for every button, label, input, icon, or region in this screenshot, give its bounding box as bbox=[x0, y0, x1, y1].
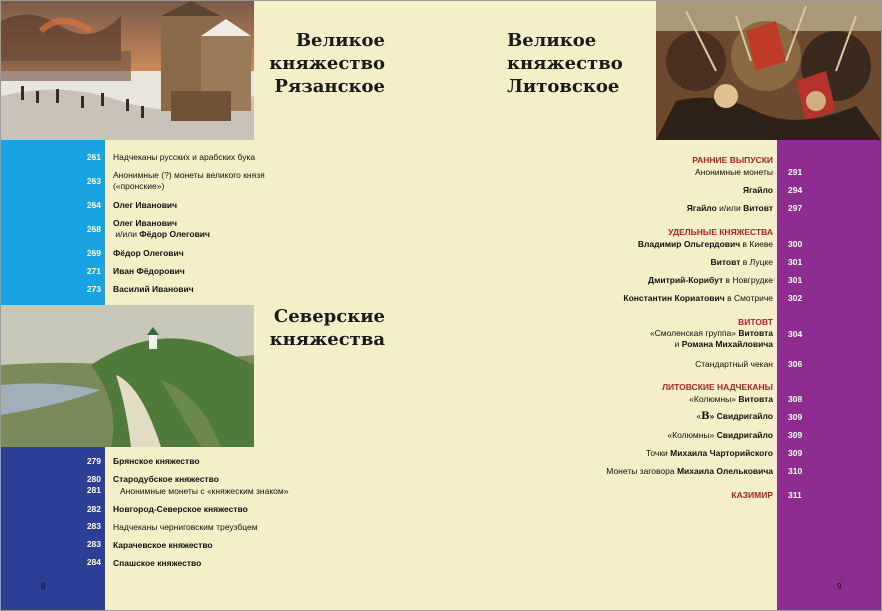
toc-entry-text: и/или bbox=[719, 203, 741, 213]
toc-entry[interactable] bbox=[113, 248, 298, 259]
toc-page-number[interactable]: 301 bbox=[788, 275, 803, 285]
toc-page-number[interactable]: 283 bbox=[86, 521, 101, 531]
toc-page-number[interactable]: 268 bbox=[86, 224, 101, 234]
toc-entry-text: В bbox=[701, 411, 710, 422]
toc-entry[interactable] bbox=[113, 200, 298, 211]
toc-entry[interactable] bbox=[113, 266, 298, 277]
section-overstrikes: ЛИТОВСКИЕ НАДЧЕКАНЫ bbox=[662, 382, 773, 392]
toc-entry[interactable]: Надчеканы черниговским треузбцем bbox=[113, 522, 258, 532]
toc-page-number[interactable]: 306 bbox=[788, 359, 803, 369]
toc-page-number[interactable]: 311 bbox=[788, 490, 802, 500]
toc-page-number[interactable]: 283 bbox=[86, 539, 101, 549]
toc-entry-text: Свидригайло bbox=[716, 430, 773, 440]
toc-entry-text: Фёдор Олегович bbox=[139, 229, 210, 239]
heading-seversk-line: Северские bbox=[273, 306, 385, 327]
heading-ryazan-line: княжество bbox=[269, 53, 385, 74]
toc-entry-text: Иван Фёдорович bbox=[113, 266, 185, 276]
toc-page-number[interactable]: 284 bbox=[86, 557, 101, 567]
toc-entry-text: («пронские») bbox=[113, 181, 165, 191]
toc-entry-text: Витовт bbox=[710, 257, 741, 267]
heading-ryazan-line: Великое bbox=[295, 30, 385, 51]
toc-entry-text: Надчеканы русских и арабских бука bbox=[113, 152, 256, 162]
toc-page-number[interactable]: 297 bbox=[788, 203, 803, 213]
section-early-issues: РАННИЕ ВЫПУСКИ bbox=[692, 155, 773, 165]
toc-entry[interactable]: Стародубское княжество bbox=[113, 474, 219, 484]
toc-entry[interactable] bbox=[113, 284, 298, 295]
toc-page-number[interactable]: 308 bbox=[788, 394, 803, 404]
heading-ryazan-line: Рязанское bbox=[274, 76, 385, 97]
toc-entry[interactable] bbox=[113, 152, 298, 163]
toc-entry[interactable]: Карачевское княжество bbox=[113, 540, 213, 550]
section-casimir[interactable]: КАЗИМИР bbox=[731, 490, 773, 500]
toc-page-number[interactable]: 309 bbox=[788, 448, 803, 458]
toc-entry-text: «Колюмны» bbox=[689, 394, 736, 404]
section-vitovt: ВИТОВТ bbox=[738, 317, 773, 327]
page-number-left: 8 bbox=[41, 582, 46, 591]
heading-lithuania bbox=[507, 29, 647, 98]
toc-entry-text: в Новгрудке bbox=[725, 275, 773, 285]
toc-entry-text: Витовта bbox=[738, 394, 773, 404]
toc-entry[interactable] bbox=[543, 430, 773, 441]
toc-entry[interactable]: Спашское княжество bbox=[113, 558, 202, 568]
toc-entry-text: и/или bbox=[115, 229, 137, 239]
toc-page-number[interactable]: 300 bbox=[788, 239, 803, 249]
lithuania-battle-painting bbox=[656, 1, 881, 140]
toc-entry[interactable]: Анонимные монеты bbox=[695, 167, 773, 177]
heading-lithuania-line: княжество bbox=[507, 53, 623, 74]
heading-lithuania-line: Великое bbox=[507, 30, 597, 51]
toc-entry[interactable] bbox=[543, 275, 773, 286]
toc-entry[interactable] bbox=[543, 394, 773, 405]
toc-entry-text: Владимир Ольгердович bbox=[637, 239, 741, 249]
toc-entry-text: в Киеве bbox=[742, 239, 773, 249]
toc-entry-text: Олег Иванович bbox=[113, 200, 178, 210]
toc-entry-text: Ягайло bbox=[686, 203, 717, 213]
toc-entry-text: Витовта bbox=[738, 328, 773, 338]
toc-entry-text: Дмитрий-Корибут bbox=[648, 275, 724, 285]
toc-entry-text: Василий Иванович bbox=[113, 284, 194, 294]
toc-entry-text: в Смотриче bbox=[727, 293, 773, 303]
toc-entry-text: в Луцке bbox=[742, 257, 773, 267]
toc-entry-text: «Смоленская группа» bbox=[649, 328, 736, 338]
toc-page-number[interactable]: 302 bbox=[788, 293, 803, 303]
toc-page-number[interactable]: 282 bbox=[86, 504, 101, 514]
toc-entry[interactable]: Новгород-Северское княжество bbox=[113, 504, 248, 514]
toc-page-number[interactable]: 309 bbox=[788, 412, 803, 422]
toc-entry[interactable] bbox=[543, 239, 773, 250]
toc-entry[interactable]: Ягайло bbox=[742, 185, 773, 195]
toc-page-number[interactable]: 269 bbox=[86, 248, 101, 258]
toc-entry[interactable] bbox=[543, 411, 773, 422]
toc-entry-text: Точки bbox=[645, 448, 668, 458]
toc-page-number[interactable]: 291 bbox=[788, 167, 803, 177]
toc-entry[interactable] bbox=[543, 257, 773, 268]
toc-page-number[interactable]: 264 bbox=[86, 200, 101, 210]
toc-page-number[interactable]: 310 bbox=[788, 466, 803, 476]
toc-entry-text: » Свидригайло bbox=[709, 411, 773, 421]
ryazan-index-band bbox=[1, 140, 105, 305]
toc-page-number[interactable]: 261 bbox=[86, 152, 101, 162]
toc-entry[interactable] bbox=[523, 466, 773, 477]
toc-entry[interactable]: Стандартный чекан bbox=[695, 359, 773, 369]
toc-entry-text: Михаила Олельковича bbox=[676, 466, 773, 476]
toc-entry-text: Михаила Чарторийского bbox=[670, 448, 773, 458]
toc-entry-text: Олег Иванович bbox=[113, 218, 178, 228]
toc-page-number[interactable]: 280 bbox=[86, 474, 101, 484]
heading-seversk-line: княжества bbox=[269, 329, 385, 350]
page-number-right: 9 bbox=[837, 582, 842, 591]
ryazan-siege-painting bbox=[1, 1, 254, 140]
heading-seversk bbox=[261, 305, 385, 351]
toc-entry[interactable]: Анонимные монеты с «княжеским знаком» bbox=[120, 486, 289, 496]
section-appanage: УДЕЛЬНЫЕ КНЯЖЕСТВА bbox=[668, 227, 773, 237]
toc-entry[interactable] bbox=[113, 170, 298, 192]
toc-entry-text: Витовт bbox=[743, 203, 773, 213]
toc-entry-text: Анонимные (?) монеты великого князя bbox=[113, 170, 265, 180]
toc-page-number[interactable]: 271 bbox=[86, 266, 101, 276]
heading-ryazan bbox=[261, 29, 385, 98]
toc-entry[interactable] bbox=[113, 218, 298, 240]
toc-page-number[interactable]: 304 bbox=[788, 329, 803, 339]
toc-entry-text: «Колюмны» bbox=[667, 430, 715, 440]
toc-entry-text: « bbox=[696, 411, 702, 421]
toc-page-number[interactable]: 294 bbox=[788, 185, 803, 195]
toc-page-number[interactable]: 263 bbox=[86, 176, 101, 186]
heading-lithuania-line: Литовское bbox=[507, 76, 620, 97]
toc-page-number[interactable]: 281 bbox=[86, 485, 101, 495]
toc-page-number[interactable]: 279 bbox=[86, 456, 101, 466]
toc-entry-text: и bbox=[674, 339, 680, 349]
toc-page-number[interactable]: 273 bbox=[86, 284, 101, 294]
toc-page-number[interactable]: 309 bbox=[788, 430, 803, 440]
toc-entry[interactable] bbox=[543, 293, 773, 304]
toc-entry-text: Константин Кориатович bbox=[623, 293, 725, 303]
seversk-landscape-painting bbox=[1, 305, 254, 447]
toc-entry-text: Романа Михайловича bbox=[681, 339, 773, 349]
toc-entry-text: Фёдор Олегович bbox=[113, 248, 184, 258]
toc-entry[interactable] bbox=[543, 203, 773, 214]
toc-entry[interactable]: Брянское княжество bbox=[113, 456, 200, 466]
toc-entry[interactable] bbox=[543, 448, 773, 459]
toc-entry[interactable] bbox=[543, 328, 773, 350]
toc-entry-text: Монеты заговора bbox=[606, 466, 675, 476]
toc-page-number[interactable]: 301 bbox=[788, 257, 803, 267]
